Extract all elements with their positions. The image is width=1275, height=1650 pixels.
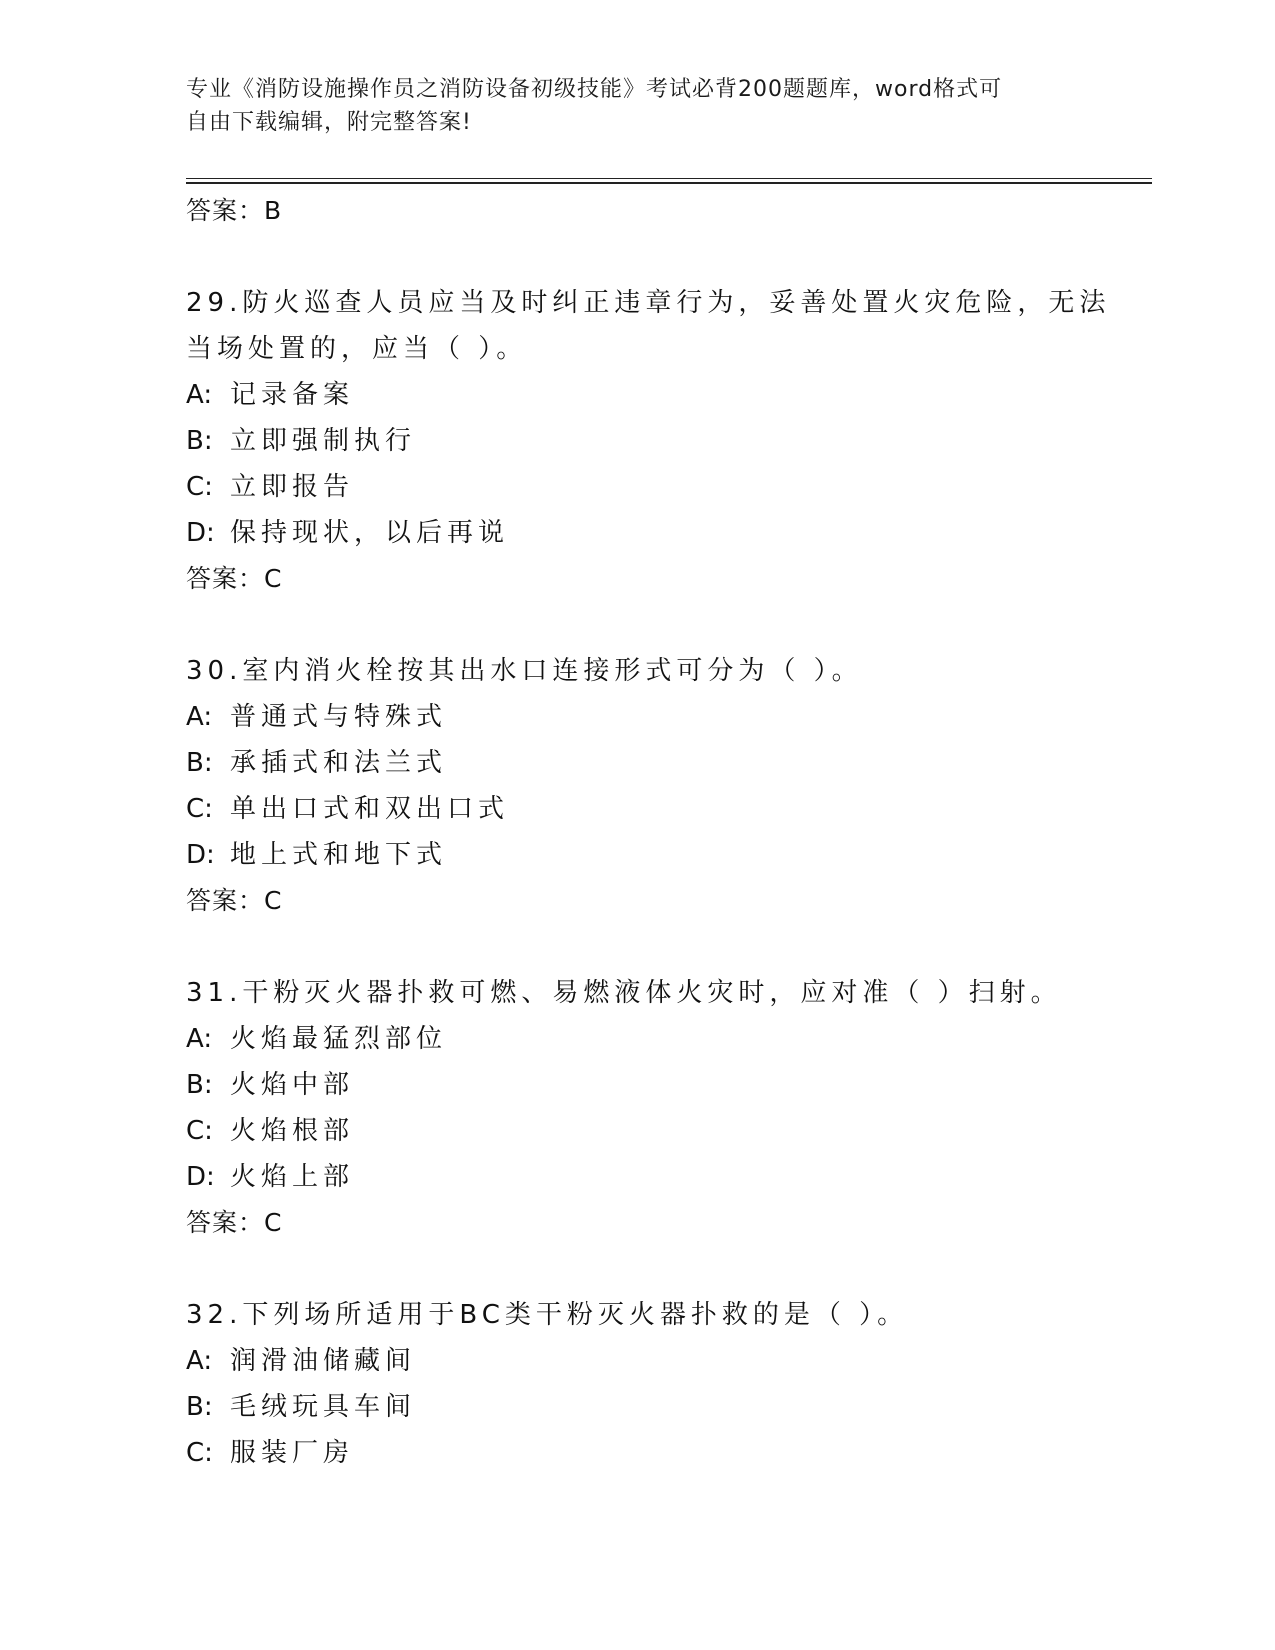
option-key: C: [186,472,213,502]
option-key: B: [186,426,213,456]
option-key: A: [186,1024,213,1054]
option-text: 普通式与特殊式 [230,702,448,732]
option-c [186,464,1116,510]
question-block [186,1292,1116,1476]
option-b [186,740,1116,786]
header-title-line-2: 自由下载编辑，附完整答案! [186,110,472,135]
question-stem: 31.干粉灭火器扑救可燃、易燃液体火灾时，应对准（ ）扫射。 [186,978,1062,1008]
option-b [186,1384,1116,1430]
option-text: 承插式和法兰式 [230,748,448,778]
option-a [186,1338,1116,1384]
option-text: 火焰中部 [230,1070,355,1100]
option-text: 立即报告 [230,472,355,502]
header-divider-thin [186,178,1152,179]
question-stem: 32.下列场所适用于BC类干粉灭火器扑救的是（ ）。 [186,1300,909,1330]
option-key: A: [186,1346,213,1376]
option-a [186,1016,1116,1062]
option-text: 单出口式和双出口式 [230,794,510,824]
question-block [186,970,1116,1246]
option-text: 火焰最猛烈部位 [230,1024,448,1054]
answer-line: 答案：C [186,886,283,915]
option-text: 毛绒玩具车间 [230,1392,417,1422]
option-key: A: [186,702,213,732]
option-d [186,832,1116,878]
option-key: D: [186,1162,215,1192]
option-b [186,418,1116,464]
option-text: 服装厂房 [230,1438,355,1468]
answer-line: 答案：C [186,564,283,593]
option-key: B: [186,1070,213,1100]
option-key: D: [186,518,215,548]
option-a [186,694,1116,740]
option-key: B: [186,748,213,778]
option-text: 润滑油储藏间 [230,1346,417,1376]
option-text: 立即强制执行 [230,426,417,456]
question-stem: 30.室内消火栓按其出水口连接形式可分为（ ）。 [186,656,863,686]
option-text: 保持现状，以后再说 [230,518,510,548]
option-key: D: [186,840,215,870]
option-key: C: [186,1116,213,1146]
option-b [186,1062,1116,1108]
document-body [186,188,1116,1476]
option-d [186,1154,1116,1200]
option-c [186,786,1116,832]
option-key: A: [186,380,213,410]
option-text: 火焰根部 [230,1116,355,1146]
option-c [186,1108,1116,1154]
question-block [186,280,1116,602]
option-key: C: [186,794,213,824]
answer-line: 答案：C [186,1208,283,1237]
option-a [186,372,1116,418]
question-stem: 29.防火巡查人员应当及时纠正违章行为，妥善处置火灾危险，无法当场处置的，应当（ ）。 [186,288,1111,364]
header-divider-thick [186,182,1152,184]
option-text: 地上式和地下式 [230,840,448,870]
option-text: 火焰上部 [230,1162,355,1192]
option-c [186,1430,1116,1476]
document-header [186,73,1086,139]
header-title-line-1: 专业《消防设施操作员之消防设备初级技能》考试必背200题题库，word格式可 [186,77,1003,102]
option-text: 记录备案 [230,380,355,410]
question-block [186,648,1116,924]
option-d [186,510,1116,556]
option-key: C: [186,1438,213,1468]
option-key: B: [186,1392,213,1422]
answer-line: 答案：B [186,196,283,225]
